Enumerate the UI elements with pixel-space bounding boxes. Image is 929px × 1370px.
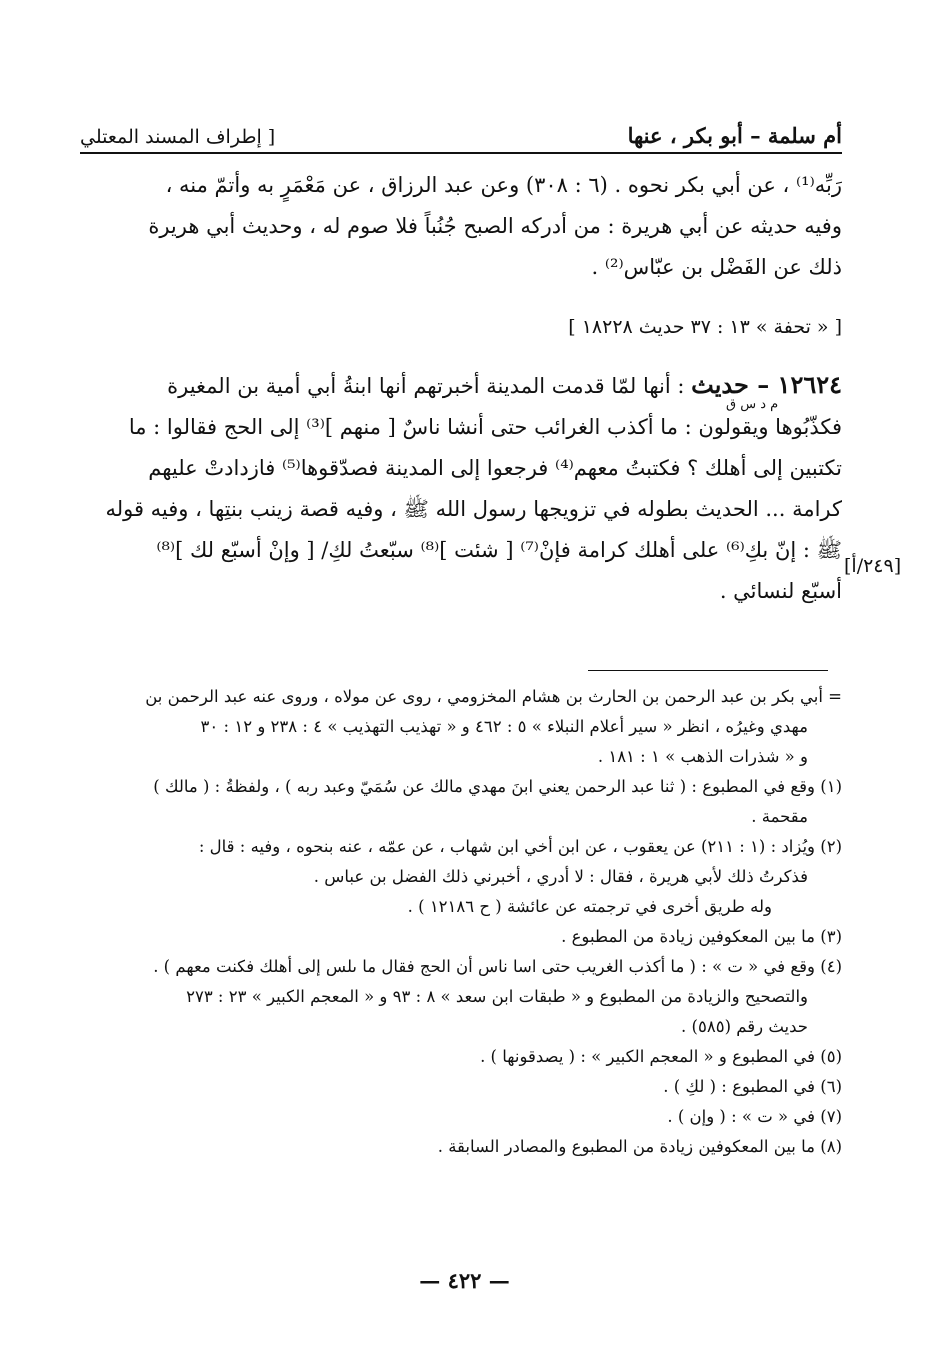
body-line: رَبِّه⁽¹⁾ ، عن أبي بكر نحوه . (٦ : ٣٠٨) وعن عبد الرزاق ، عن مَعْمَرٍ به وأتمّ منه ، [165, 173, 842, 197]
running-header [80, 112, 842, 154]
tuhfa-reference: [ « تحفة » ١٣ : ٣٧ حديث ١٨٢٢٨ ] [568, 316, 842, 338]
footnote-line: مقحمة . [751, 807, 808, 826]
footnote-line: (٢) ويُزاد : (١ : ٢١١) عن يعقوب ، عن ابن أخي ابن شهاب ، عن عمّه ، عنه بنحوه ، وفيه : قال : [198, 837, 842, 856]
hadith-line: فكذّبُوها ويقولون : ما أكذب الغرائب حتى أنشا ناسٌ [ منهم ]⁽³⁾ إلى الحج فقالوا : ما [128, 415, 842, 439]
footnote-line: و « شذرات الذهب » ١ : ١٨١ . [597, 747, 808, 766]
hadith-number: ١٢٦٢٤ – حديث [691, 370, 842, 399]
footnote-line: والتصحيح والزيادة من المطبوع و « طبقات ابن سعد » ٨ : ٩٣ و « المعجم الكبير » ٢٣ : ٢٧٣ [186, 987, 808, 1006]
footnote-line: (٧) في « ت » : ( وإن ) . [667, 1107, 842, 1126]
footnote-separator [588, 670, 828, 671]
footnote-line: (١) وقع في المطبوع : ( ثنا عبد الرحمن يعني ابنَ مهدي مالك عن سُمَيّ وعبد ربه ) ، ولفظةُ : ( مالك ) [153, 777, 842, 796]
hadith-line: كرامة ... الحديث بطوله في تزويجها رسول الله ﷺ ، وفيه قصة زينب بنتِها ، وفيه قوله [105, 497, 842, 521]
hadith-line: ﷺ : إنّ بكِ⁽⁶⁾ على أهلك كرامة فإنْ⁽⁷⁾ [ شئت ]⁽⁸⁾ سبّعتُ لكِ/ [ وإنْ أسبّع لك ]⁽⁸⁾ [156, 538, 842, 562]
hadith-line: تكتبين إلى أهلك ؟ فكتبتُ معهم⁽⁴⁾ فرجعوا إلى المدينة فصدّقوها⁽⁵⁾ فازدادتْ عليهم [148, 456, 842, 480]
manuscript-folio-note: [٢٤٩/أ] [844, 555, 902, 577]
footnote-line: = أبي بكر بن عبد الرحمن بن الحارث بن هشام المخزومي ، روى عن مولاه ، وروى عنه عبد الرحمن بن [145, 687, 842, 706]
footnote-line: فذكرتُ ذلك لأبي هريرة ، فقال : لا أدري ، أخبرني ذلك الفضل بن عباس . [313, 867, 808, 886]
footnote-line: حديث رقم (٥٨٥) . [681, 1017, 808, 1036]
page-number: — ٤٢٢ — [419, 1268, 510, 1293]
header-title-right: أم سلمة – أبو بكر ، عنها [627, 123, 842, 148]
footnotes [80, 682, 842, 1162]
footnote-line: (٥) في المطبوع و « المعجم الكبير » : ( يصدقونها ) . [480, 1047, 842, 1066]
footnote-line: وله طريق أخرى في ترجمته عن عائشة ( ح ١٢١٨٦ ) . [407, 897, 772, 916]
footnote-line: (٨) ما بين المعكوفين زيادة من المطبوع والمصادر السابقة . [437, 1137, 842, 1156]
body-line: وفيه حديثه عن أبي هريرة : من أدركه الصبح جُنُباً فلا صوم له ، وحديث أبي هريرة [148, 214, 842, 238]
footnote-line: (٤) وقع في « ت » : ( ما أكذب الغريب حتى اسا ناس أن الحج فقال ما ىلس إلى أهلك فكنت معهم ) . [153, 957, 842, 976]
hadith-sigla: م د س ق [726, 397, 779, 412]
body-line: ذلك عن الفَضْل بن عبّاس⁽²⁾ . [591, 255, 842, 279]
hadith-line-text: : أنها لمّا قدمت المدينة أخبرتهم أنها ابنةُ أبي أمية بن المغيرة [167, 374, 692, 398]
footnote-line: (٦) في المطبوع : ( لكِ ) . [663, 1077, 842, 1096]
header-title-left: [ إطراف المسند المعتلي [80, 126, 276, 148]
continuation-text [80, 165, 842, 288]
hadith-line: أسبّع لنسائي . [719, 579, 842, 603]
footnote-line: مهدي وغيرُه ، انظر « سير أعلام النبلاء » ٥ : ٤٦٢ و « تهذيب التهذيب » ٤ : ٢٣٨ و ١٢ : ٣٠ [200, 717, 808, 736]
footnote-line: (٣) ما بين المعكوفين زيادة من المطبوع . [561, 927, 842, 946]
